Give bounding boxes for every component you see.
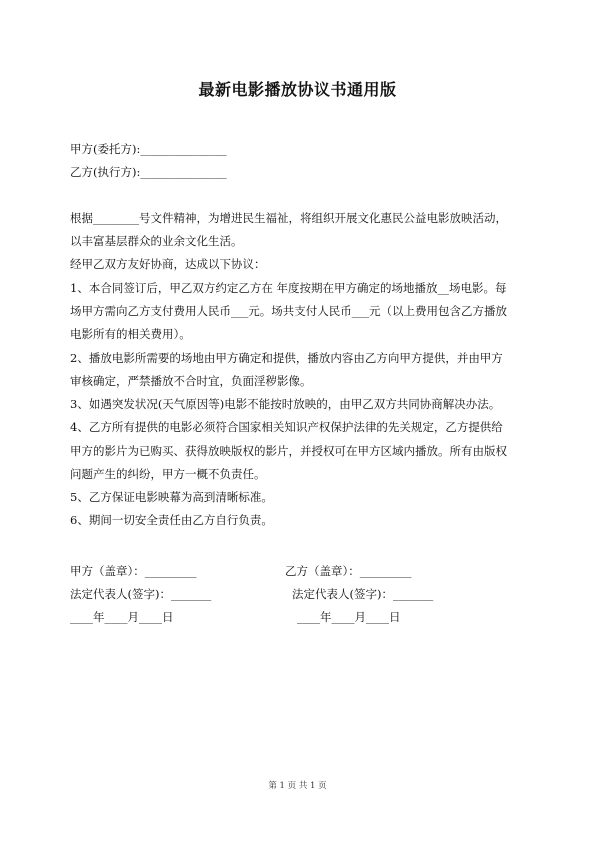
- party-b-date: ____年____月____日: [297, 610, 401, 624]
- clause-3-line-1: 3、如遇突发状况(天气原因等)电影不能按时放映的，由甲乙双方共同协商解决办法。: [70, 397, 501, 411]
- clause-4-line-2: 甲方的影片为已购买、获得放映版权的影片，并授权可在甲方区域内播放。所有由版权: [70, 444, 507, 458]
- clause-1-line-2: 场甲方需向乙方支付费用人民币___元。场共支付人民币___元（以上费用包含乙方播放: [70, 304, 507, 318]
- party-b-representative: 法定代表人(签字)：_______: [292, 587, 434, 601]
- intro-line-1: 根据________号文件精神，为增进民生福祉，将组织开展文化惠民公益电影放映活动，: [70, 211, 507, 225]
- party-b-seal: 乙方（盖章）：_________: [285, 564, 412, 578]
- party-a-representative: 法定代表人(签字)：_______: [70, 587, 212, 601]
- clause-1-line-3: 电影所有的相关费用）。: [70, 327, 191, 341]
- page-footer: 第 1 页 共 1 页: [268, 781, 327, 791]
- party-b-line: 乙方(执行方):_______________: [70, 165, 227, 179]
- party-a-seal: 甲方（盖章）：_________: [70, 564, 197, 578]
- clause-6-line-1: 6、期间一切安全责任由乙方自行负责。: [70, 513, 273, 527]
- party-a-date: ____年____月____日: [70, 610, 174, 624]
- party-a-line: 甲方(委托方):_______________: [70, 142, 227, 156]
- clause-4-line-1: 4、乙方所有提供的电影必须符合国家相关知识产权保护法律的先关规定，乙方提供给: [70, 420, 503, 434]
- clause-4-line-3: 问题产生的纠纷，甲方一概不负责任。: [70, 467, 266, 481]
- clause-1-line-1: 1、本合同签订后，甲乙双方约定乙方在 年度按期在甲方确定的场地播放__场电影。每: [70, 281, 507, 295]
- intro-line-2: 以丰富基层群众的业余文化生活。: [70, 234, 243, 248]
- document-title: 最新电影播放协议书通用版: [198, 80, 397, 99]
- clause-2-line-1: 2、播放电影所需要的场地由甲方确定和提供，播放内容由乙方向甲方提供，并由甲方: [70, 351, 503, 365]
- clause-5-line-1: 5、乙方保证电影映幕为高到清晰标准。: [70, 490, 273, 504]
- intro-line-3: 经甲乙双方友好协商，达成以下协议：: [70, 257, 266, 271]
- clause-2-line-2: 审核确定，严禁播放不合时宜，负面淫秽影像。: [70, 374, 312, 388]
